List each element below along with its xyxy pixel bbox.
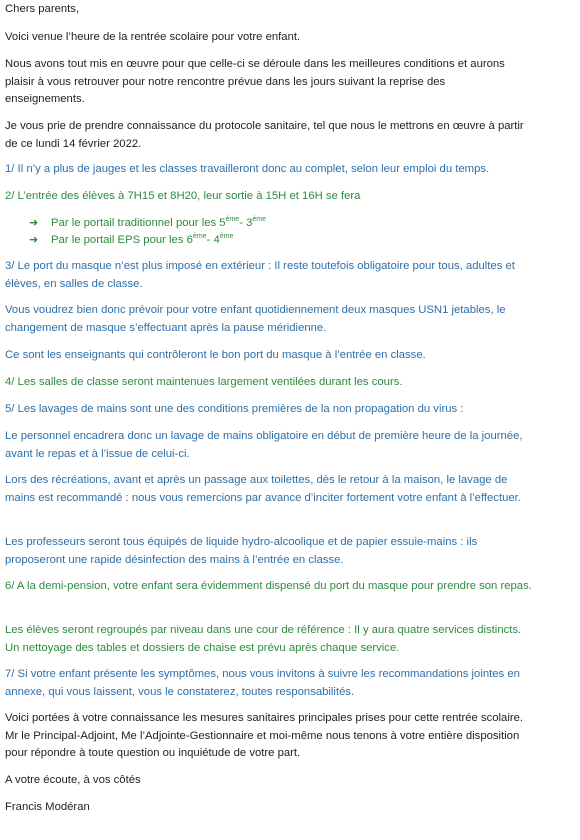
point-5: 5/ Les lavages de mains sont une des conditions premières de la non propagation du virus : bbox=[5, 403, 464, 415]
bullet-1-sup-b: ème bbox=[252, 216, 267, 223]
recess-paragraph: Lors des récréations, avant et après un passage aux toilettes, dès le retour à la maison, le lavage de mains est recommandé : nous vous remercions par avance d’inciter fortement votre enfant à l’effectuer. bbox=[5, 474, 521, 504]
bullet-1-text-a: Par le portail traditionnel pour les 5 bbox=[51, 217, 226, 229]
point-2: 2/ L’entrée des élèves à 7H15 et 8H20, leur sortie à 15H et 16H se fera bbox=[5, 190, 361, 202]
point-3: 3/ Le port du masque n’est plus imposé en extérieur : Il reste toutefois obligatoire pour tous, adultes et élèves, en salles de classe. bbox=[5, 260, 515, 290]
bullet-2-text-a: Par le portail EPS pour les 6 bbox=[51, 234, 193, 246]
signature: Francis Modéran bbox=[5, 801, 90, 813]
canteen-paragraph: Les élèves seront regroupés par niveau dans une cour de référence : Il y aura quatre services distincts. Un nettoyage des tables et dossiers de chaise est prévu après chaque service. bbox=[5, 624, 522, 654]
point-7: 7/ Si votre enfant présente les symptômes, nous vous invitons à suivre les recommandations jointes en annexe, qui vous laissent, vous le constaterez, toutes responsabilités. bbox=[5, 668, 520, 698]
bullet-1-sup-a: ème bbox=[225, 216, 240, 223]
bullet-eps-gate bbox=[5, 232, 233, 250]
point-1: 1/ Il n’y a plus de jauges et les classes travailleront donc au complet, selon leur emploi du temps. bbox=[5, 163, 490, 175]
salutation: Chers parents, bbox=[5, 3, 80, 15]
staff-handwashing-paragraph: Le personnel encadrera donc un lavage de mains obligatoire en début de première heure de la journée, avant le repas et à l’issue de celui-ci. bbox=[5, 430, 523, 460]
masks-paragraph: Vous voudrez bien donc prévoir pour votre enfant quotidiennement deux masques USN1 jetables, le changement de masque s’effectuant après la pause méridienne. bbox=[5, 304, 506, 334]
bullet-2-sup-a: ème bbox=[192, 233, 207, 240]
conditions-paragraph: Nous avons tout mis en œuvre pour que celle-ci se déroule dans les meilleures conditions et aurons plaisir à vous retrouver pour notre rencontre prévue dans les jours suivant la reprise des enseignements. bbox=[5, 58, 505, 105]
right-arrow-icon: ➜ bbox=[29, 234, 39, 246]
bullet-traditional-gate bbox=[5, 215, 266, 233]
point-4: 4/ Les salles de classe seront maintenues largement ventilées durant les cours. bbox=[5, 376, 403, 388]
bullet-1-text-b: - 3 bbox=[239, 217, 253, 229]
right-arrow-icon: ➜ bbox=[29, 217, 39, 229]
point-6: 6/ A la demi-pension, votre enfant sera évidemment dispensé du port du masque pour prendre son repas. bbox=[5, 580, 532, 592]
teachers-masks-paragraph: Ce sont les enseignants qui contrôleront le bon port du masque à l’entrée en classe. bbox=[5, 349, 426, 361]
gel-paragraph: Les professeurs seront tous équipés de liquide hydro-alcoolique et de papier essuie-mains : ils proposeront une rapide désinfection des mains à l’entrée en classe. bbox=[5, 536, 478, 566]
bullet-2-sup-b: ème bbox=[219, 233, 234, 240]
protocol-paragraph: Je vous prie de prendre connaissance du protocole sanitaire, tel que nous le mettrons en œuvre à partir de ce lundi 14 février 2022. bbox=[5, 120, 524, 150]
bullet-2-text-b: - 4 bbox=[206, 234, 220, 246]
intro-paragraph: Voici venue l’heure de la rentrée scolaire pour votre enfant. bbox=[5, 31, 301, 43]
farewell: A votre écoute, à vos côtés bbox=[5, 774, 141, 786]
closing-paragraph: Voici portées à votre connaissance les mesures sanitaires principales prises pour cette rentrée scolaire. Mr le Principal-Adjoint, Me l’Adjointe-Gestionnaire et moi-même nous tenons à votre entière disposition pour répondre à toute question ou inquiétude de votre part. bbox=[5, 712, 524, 759]
